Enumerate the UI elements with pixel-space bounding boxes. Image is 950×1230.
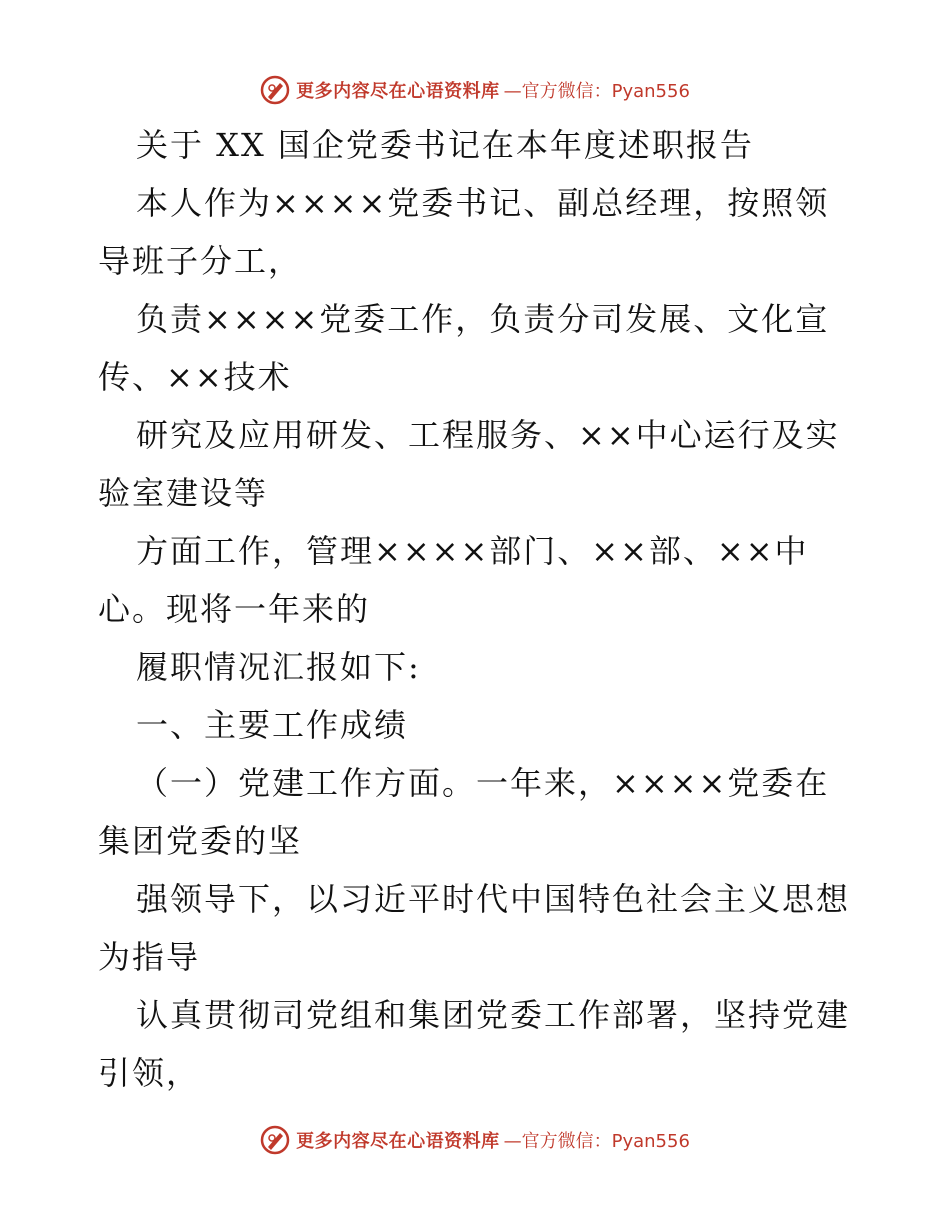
paragraph: 履职情况汇报如下:	[136, 648, 421, 686]
paragraph: 认真贯彻司党组和集团党委工作部署，坚持党建引领，	[98, 996, 851, 1092]
watermark-contact: —官方微信：Pyan556	[503, 81, 690, 102]
watermark-text: 更多内容尽在心语资料库	[296, 81, 500, 102]
document-body	[98, 116, 858, 1102]
watermark-text: 更多内容尽在心语资料库	[296, 1131, 500, 1152]
watermark-banner-top	[0, 70, 950, 110]
watermark-contact: —官方微信：Pyan556	[503, 1131, 690, 1152]
watermark-logo-icon	[260, 75, 290, 105]
document-title: 关于 XX 国企党委书记在本年度述职报告	[136, 126, 754, 164]
section-heading: 一、主要工作成绩	[136, 706, 409, 744]
paragraph: 负责××××党委工作，负责分司发展、文化宣传、××技术	[98, 300, 830, 396]
paragraph: 强领导下，以习近平时代中国特色社会主义思想为指导	[98, 880, 851, 976]
watermark-logo-icon	[260, 1125, 290, 1155]
paragraph: 本人作为××××党委书记、副总经理，按照领导班子分工，	[98, 184, 830, 280]
watermark-banner-bottom	[0, 1120, 950, 1160]
paragraph: 研究及应用研发、工程服务、××中心运行及实验室建设等	[98, 416, 840, 512]
paragraph: 方面工作，管理××××部门、××部、××中心。现将一年来的	[98, 532, 809, 628]
paragraph: （一）党建工作方面。一年来，××××党委在集团党委的坚	[98, 764, 830, 860]
